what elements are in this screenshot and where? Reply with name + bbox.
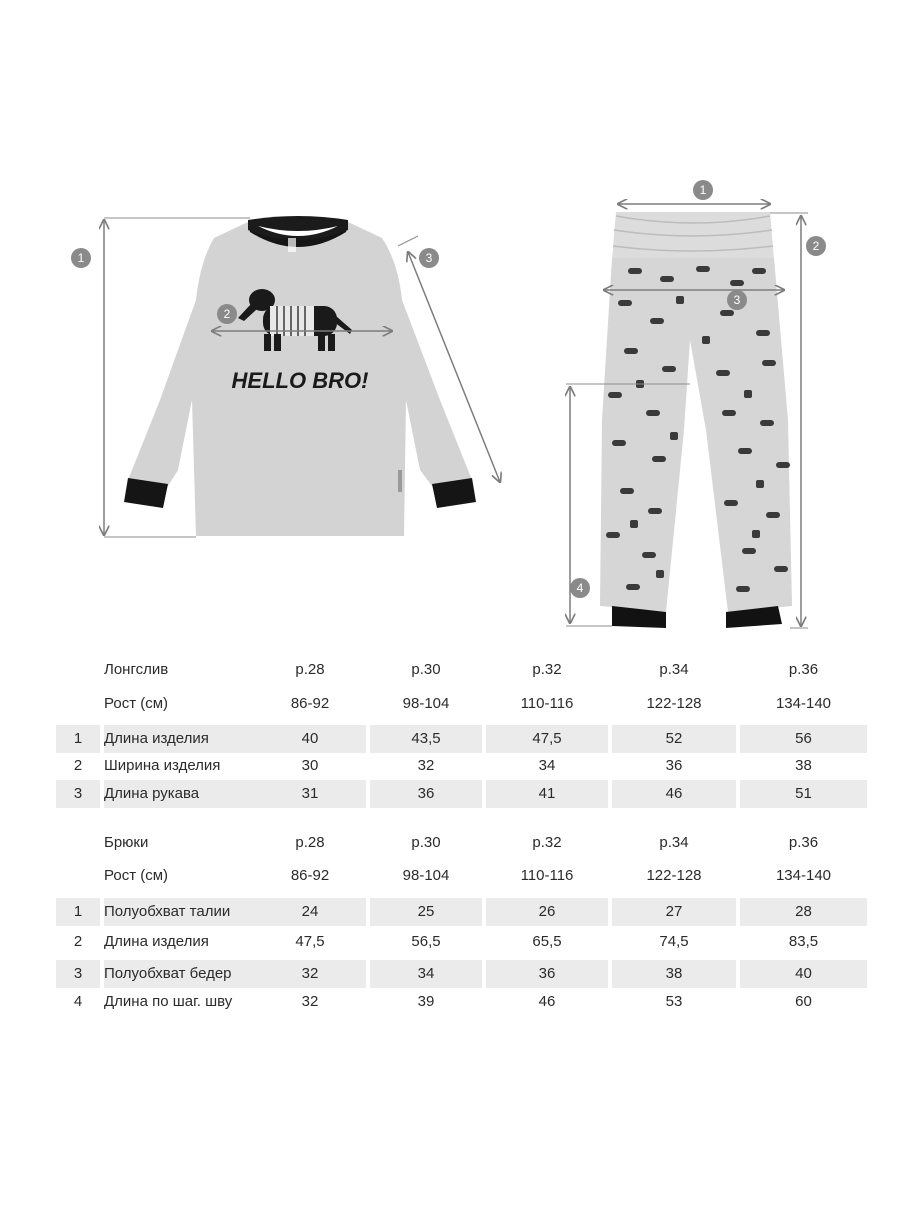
table-row [56,898,867,926]
table-cell: 36 [486,960,608,988]
height-label: Рост (см) [104,695,169,712]
table-cell: 34 [370,960,482,988]
svg-text:3: 3 [733,293,741,307]
size-label: р.32 [532,834,562,851]
row-label: Ширина изделия [104,757,221,774]
size-label: р.30 [411,661,441,678]
row-label: Длина изделия [104,933,209,950]
table-cell: 26 [486,898,608,926]
pants-marker-1 [693,180,713,200]
table-row [56,988,867,1016]
height-value: 134-140 [775,867,832,884]
shirt-marker-3 [419,248,439,268]
table-cell: 28 [740,898,867,926]
table-cell: 56,5 [411,933,441,950]
row-number: 3 [56,960,100,988]
size-label: р.36 [788,661,819,678]
table-cell: 38 [795,757,812,774]
table-cell: 27 [612,898,736,926]
row-label: Полуобхват талии [104,898,272,926]
table-cell: 31 [254,780,366,808]
height-value: 98-104 [402,867,450,884]
size-label: р.30 [411,834,441,851]
table-cell: 32 [301,993,319,1010]
longsleeve-height-row [56,690,867,718]
height-value: 110-116 [520,695,574,712]
pants-size-header [56,829,867,857]
row-number: 2 [73,933,83,950]
table-cell: 53 [665,993,683,1010]
table-row [56,725,867,753]
table-cell: 60 [795,993,812,1010]
table-cell: 41 [486,780,608,808]
svg-text:3: 3 [425,251,433,265]
svg-text:1: 1 [699,183,707,197]
size-label: р.32 [532,661,562,678]
table-cell: 83,5 [788,933,819,950]
height-value: 110-116 [520,867,574,884]
height-value: 134-140 [775,695,832,712]
longsleeve-drawing [71,216,500,537]
table-cell: 36 [370,780,482,808]
longsleeve-title: Лонгслив [104,661,169,678]
size-label: р.28 [295,661,325,678]
shirt-marker-1 [71,248,91,268]
table-row [56,752,867,780]
table-cell: 47,5 [295,933,325,950]
table-row [56,928,867,956]
table-cell: 40 [740,960,867,988]
table-cell: 36 [665,757,683,774]
table-cell: 74,5 [659,933,689,950]
table-cell: 65,5 [532,933,562,950]
table-cell: 32 [417,757,435,774]
size-label: р.34 [659,661,689,678]
table-cell: 32 [254,960,366,988]
table-cell: 38 [612,960,736,988]
table-cell: 51 [740,780,867,808]
row-number: 1 [56,898,100,926]
table-row [56,780,867,808]
longsleeve-size-header [56,656,867,684]
row-number: 4 [73,993,83,1010]
height-value: 122-128 [646,695,702,712]
pants-marker-4 [570,578,590,598]
size-label: р.34 [659,834,689,851]
table-cell: 46 [538,993,556,1010]
row-number: 3 [56,780,100,808]
shirt-marker-2 [217,304,237,324]
row-label: Длина по шаг. шву [104,993,233,1010]
table-row [56,960,867,988]
height-value: 98-104 [402,695,450,712]
row-number: 1 [56,725,100,753]
table-cell: 24 [254,898,366,926]
height-value: 122-128 [646,867,702,884]
table-cell: 30 [301,757,319,774]
pants-marker-2 [806,236,826,256]
row-number: 2 [73,757,83,774]
size-label: р.36 [788,834,819,851]
pants-drawing [566,180,826,628]
table-cell: 34 [538,757,556,774]
table-cell: 56 [740,725,867,753]
pants-height-row [56,862,867,890]
svg-text:2: 2 [223,307,231,321]
row-label: Длина рукава [104,780,272,808]
table-cell: 43,5 [370,725,482,753]
height-value: 86-92 [290,695,330,712]
pants-title: Брюки [104,834,149,851]
height-label: Рост (см) [104,867,169,884]
pants-marker-3 [727,290,747,310]
table-cell: 46 [612,780,736,808]
table-cell: 47,5 [486,725,608,753]
svg-text:1: 1 [77,251,85,265]
svg-text:2: 2 [812,239,820,253]
table-cell: 40 [254,725,366,753]
height-value: 86-92 [290,867,330,884]
table-cell: 39 [417,993,435,1010]
table-cell: 52 [612,725,736,753]
svg-text:4: 4 [576,581,584,595]
size-label: р.28 [295,834,325,851]
row-label: Длина изделия [104,725,272,753]
row-label: Полуобхват бедер [104,960,272,988]
shirt-print-text: HELLO BRO! [231,368,369,393]
table-cell: 25 [370,898,482,926]
